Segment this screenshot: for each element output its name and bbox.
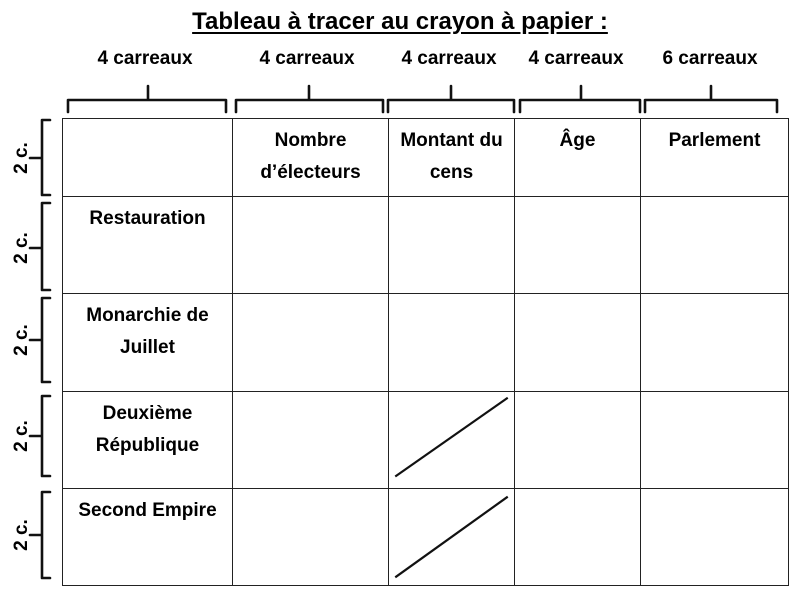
header-nombre-electeurs: Nombre d’électeurs (233, 119, 389, 197)
row-height-label-1: 2 c. (11, 142, 32, 174)
column-brace-4 (520, 86, 640, 112)
empty-cell (515, 294, 641, 392)
column-brace-5 (645, 86, 777, 112)
column-brace-2 (236, 86, 383, 112)
column-brace-1 (68, 86, 226, 112)
row-height-label-5: 2 c. (11, 519, 32, 551)
empty-cell (389, 197, 515, 294)
row-label-restauration: Restauration (63, 197, 233, 294)
crossed-out-cell (389, 392, 515, 489)
crossed-out-cell (389, 489, 515, 586)
header-age: Âge (515, 119, 641, 197)
row-label-deuxieme-republique: Deuxième République (63, 392, 233, 489)
diagonal-slash-icon (389, 392, 514, 488)
drawing-table (62, 118, 789, 586)
empty-cell (233, 197, 389, 294)
row-height-label-3: 2 c. (11, 324, 32, 356)
table-row-deuxieme-republique (63, 392, 789, 489)
empty-cell (389, 294, 515, 392)
row-height-label-2: 2 c. (11, 232, 32, 264)
row-height-label-4: 2 c. (11, 420, 32, 452)
empty-cell (233, 489, 389, 586)
table-row-second-empire (63, 489, 789, 586)
table-row-restauration (63, 197, 789, 294)
empty-cell (515, 197, 641, 294)
column-brace-3 (388, 86, 514, 112)
header-montant-cens: Montant du cens (389, 119, 515, 197)
column-width-label-3: 4 carreaux (401, 48, 497, 69)
empty-cell (641, 392, 789, 489)
empty-cell (641, 294, 789, 392)
empty-cell (515, 489, 641, 586)
table-row-monarchie (63, 294, 789, 392)
column-width-label-5: 6 carreaux (662, 48, 758, 69)
row-label-second-empire: Second Empire (63, 489, 233, 586)
page-title: Tableau à tracer au crayon à papier : (192, 8, 608, 35)
table-header-row (63, 119, 789, 197)
column-width-label-1: 4 carreaux (97, 48, 193, 69)
column-width-label-2: 4 carreaux (259, 48, 355, 69)
diagonal-slash-icon (389, 489, 514, 585)
empty-cell (515, 392, 641, 489)
empty-cell (233, 392, 389, 489)
empty-cell (641, 197, 789, 294)
header-empty-cell (63, 119, 233, 197)
row-label-monarchie-de-juillet: Monarchie de Juillet (63, 294, 233, 392)
empty-cell (233, 294, 389, 392)
column-width-label-4: 4 carreaux (528, 48, 624, 69)
empty-cell (641, 489, 789, 586)
header-parlement: Parlement (641, 119, 789, 197)
